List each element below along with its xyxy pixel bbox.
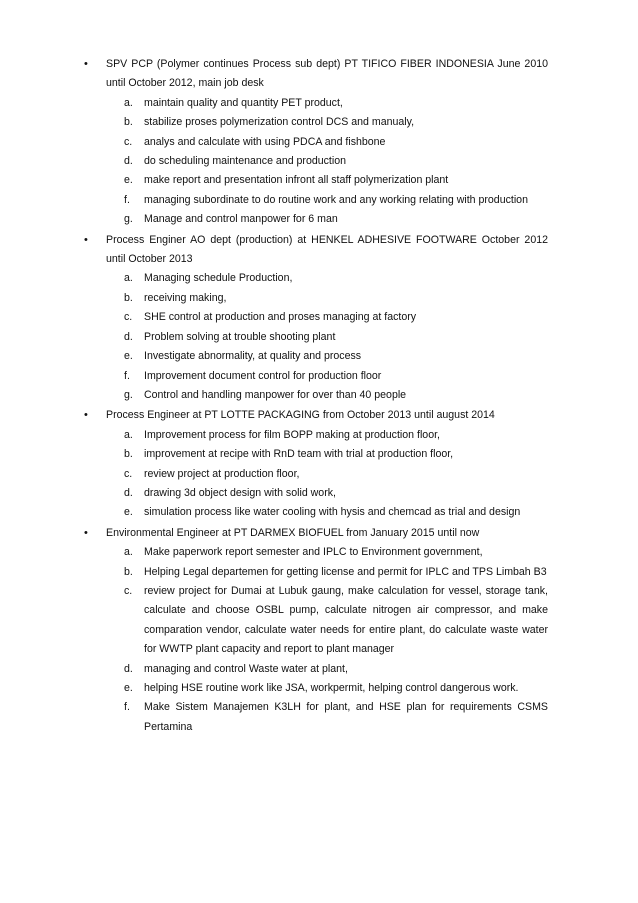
- bullet-icon: •: [84, 58, 88, 70]
- task-item: [106, 113, 548, 132]
- task-marker: d.: [124, 486, 133, 499]
- task-item: [106, 503, 548, 522]
- task-text: review project for Dumai at Lubuk gaung, make calculation for vessel, storage tank, calculate and choose OSBL pump, calculate nitrogen air compressor, and make comparation vendor, calculate water needs for entire plant, do calculate waste water for WWTP plant capacity and report to plant manager: [144, 584, 548, 656]
- task-marker: e.: [124, 350, 133, 363]
- task-list: [106, 269, 548, 405]
- task-text: Helping Legal departemen for getting license and permit for IPLC and TPS Limbah B3: [144, 565, 547, 578]
- task-item: [106, 191, 548, 210]
- task-item: [106, 465, 548, 484]
- job-entry: [82, 406, 548, 522]
- task-text: Managing schedule Production,: [144, 272, 293, 285]
- task-item: [106, 289, 548, 308]
- task-text: SHE control at production and proses managing at factory: [144, 311, 417, 324]
- task-text: drawing 3d object design with solid work,: [144, 486, 336, 499]
- task-item: [106, 133, 548, 152]
- task-marker: a.: [124, 428, 133, 441]
- task-marker: c.: [124, 467, 133, 480]
- experience-list: [82, 55, 548, 738]
- job-title: SPV PCP (Polymer continues Process sub dept) PT TIFICO FIBER INDONESIA June 2010 until October 2012, main job desk: [106, 58, 548, 90]
- task-item: [106, 660, 548, 679]
- task-marker: d.: [124, 662, 133, 675]
- task-marker: d.: [124, 330, 133, 343]
- task-item: [106, 386, 548, 405]
- task-marker: b.: [124, 116, 133, 129]
- task-item: [106, 543, 548, 562]
- task-item: [106, 445, 548, 464]
- task-item: [106, 484, 548, 503]
- bullet-icon: •: [84, 409, 88, 422]
- task-marker: b.: [124, 291, 133, 304]
- task-item: [106, 94, 548, 113]
- task-text: maintain quality and quantity PET product,: [144, 96, 343, 109]
- job-title: Process Enginer AO dept (production) at HENKEL ADHESIVE FOOTWARE October 2012 until October 2013: [106, 233, 548, 266]
- task-list: [106, 543, 548, 737]
- task-text: Make paperwork report semester and IPLC to Environment government,: [144, 546, 483, 559]
- task-item: [106, 563, 548, 582]
- task-text: improvement at recipe with RnD team with trial at production floor,: [144, 448, 454, 461]
- task-text: stabilize proses polymerization control DCS and manualy,: [144, 116, 415, 129]
- task-text: Improvement document control for production floor: [144, 369, 382, 382]
- task-marker: c.: [124, 311, 133, 324]
- task-item: [106, 426, 548, 445]
- job-entry: [82, 231, 548, 406]
- task-list: [106, 426, 548, 523]
- task-text: Make Sistem Manajemen K3LH for plant, and HSE plan for requirements CSMS Pertamina: [144, 701, 548, 733]
- task-marker: g.: [124, 388, 133, 401]
- task-text: simulation process like water cooling with hysis and chemcad as trial and design: [144, 506, 521, 519]
- task-marker: a.: [124, 546, 133, 559]
- task-text: make report and presentation infront all staff polymerization plant: [144, 174, 449, 187]
- task-item: [106, 152, 548, 171]
- task-marker: d.: [124, 155, 133, 168]
- task-marker: b.: [124, 448, 133, 461]
- task-marker: c.: [124, 584, 133, 597]
- task-marker: g.: [124, 213, 133, 226]
- task-item: [106, 269, 548, 288]
- task-marker: f.: [124, 193, 130, 206]
- job-title: Environmental Engineer at PT DARMEX BIOFUEL from January 2015 until now: [106, 526, 480, 539]
- task-marker: a.: [124, 272, 133, 285]
- task-marker: e.: [124, 174, 133, 187]
- task-text: managing subordinate to do routine work and any working relating with production: [144, 193, 528, 206]
- task-text: managing and control Waste water at plant,: [144, 662, 348, 675]
- task-item: [106, 308, 548, 327]
- task-text: Investigate abnormality, at quality and process: [144, 350, 362, 363]
- bullet-icon: •: [84, 233, 88, 246]
- task-item: [106, 347, 548, 366]
- task-text: analys and calculate with using PDCA and fishbone: [144, 135, 386, 148]
- task-text: review project at production floor,: [144, 467, 300, 480]
- job-entry: [82, 524, 548, 737]
- task-text: Manage and control manpower for 6 man: [144, 213, 338, 226]
- task-marker: f.: [124, 701, 130, 714]
- task-marker: e.: [124, 506, 133, 519]
- job-title: Process Engineer at PT LOTTE PACKAGING from October 2013 until august 2014: [106, 409, 495, 422]
- task-text: Control and handling manpower for over than 40 people: [144, 388, 407, 401]
- task-text: helping HSE routine work like JSA, workpermit, helping control dangerous work.: [144, 682, 519, 694]
- task-item: [106, 171, 548, 190]
- task-list: [106, 94, 548, 230]
- task-text: receiving making,: [144, 291, 227, 304]
- task-text: Improvement process for film BOPP making at production floor,: [144, 428, 440, 441]
- task-text: do scheduling maintenance and production: [144, 155, 347, 168]
- task-item: [106, 328, 548, 347]
- task-item: [106, 582, 548, 660]
- task-marker: b.: [124, 565, 133, 578]
- task-item: [106, 210, 548, 229]
- bullet-icon: •: [84, 526, 88, 539]
- task-item: [106, 367, 548, 386]
- task-marker: a.: [124, 96, 133, 109]
- task-marker: c.: [124, 135, 133, 148]
- task-text: Problem solving at trouble shooting plant: [144, 330, 336, 343]
- task-marker: f.: [124, 369, 130, 382]
- job-entry: [82, 55, 548, 230]
- task-marker: e.: [124, 682, 133, 694]
- task-item: [106, 698, 548, 737]
- task-item: [106, 679, 548, 698]
